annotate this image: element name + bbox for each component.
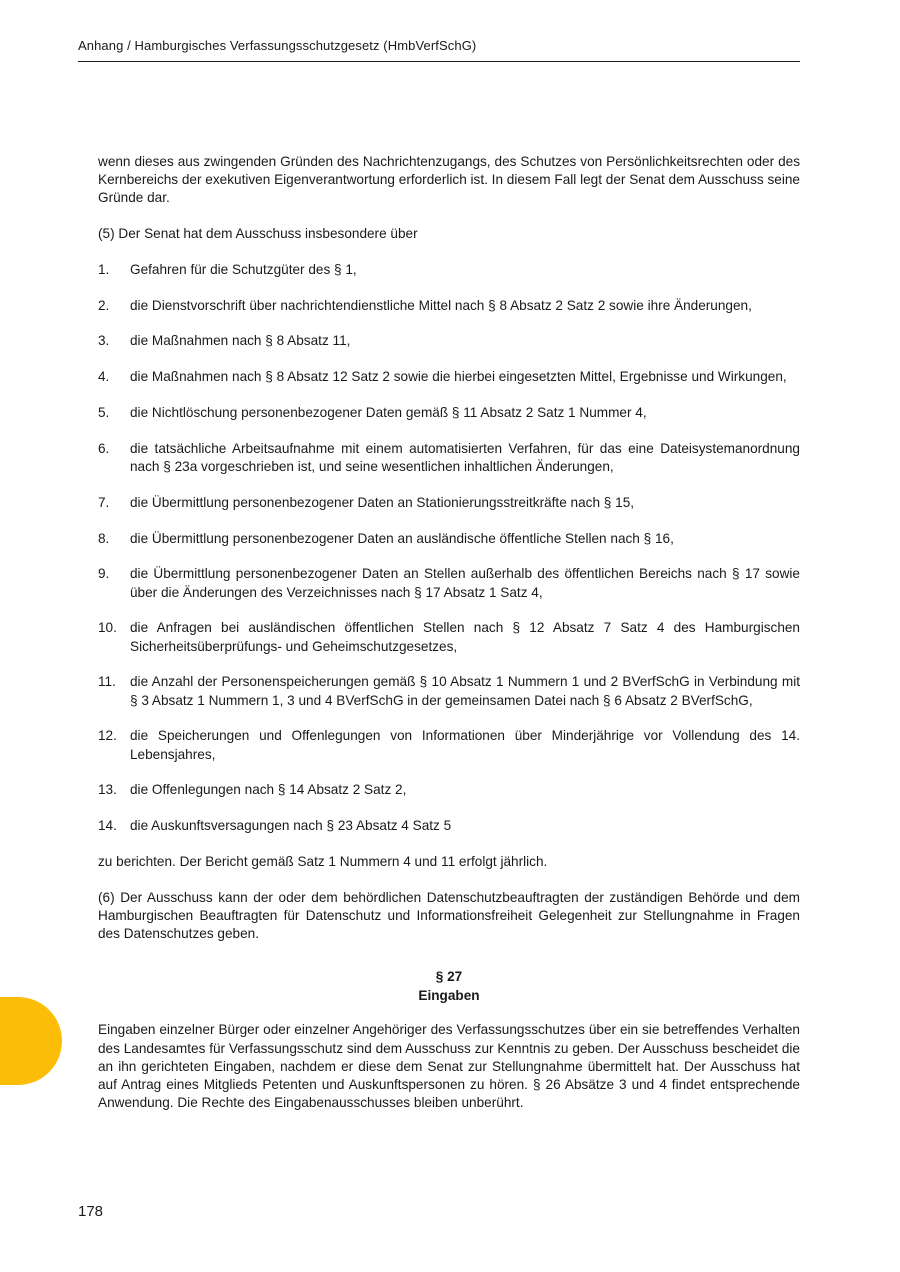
list-item-text: die Auskunftsversagungen nach § 23 Absatz 4 Satz 5 (130, 818, 452, 834)
section-number: § 27 (435, 969, 463, 985)
list-item-text: die Maßnahmen nach § 8 Absatz 11, (130, 333, 351, 349)
list-item-text: die Speicherungen und Offenlegungen von Informationen über Minderjährige vor Vollendung des 14. Lebensjahres, (130, 728, 800, 762)
list-item (98, 404, 800, 422)
list-item-text: die Maßnahmen nach § 8 Absatz 12 Satz 2 sowie die hierbei eingesetzten Mittel, Ergebnisse und Wirkungen, (130, 369, 787, 385)
list-item-text: die Nichtlöschung personenbezogener Daten gemäß § 11 Absatz 2 Satz 1 Nummer 4, (130, 405, 647, 420)
list-item (98, 619, 800, 655)
list-item (98, 368, 800, 386)
list-item (98, 817, 800, 835)
section-title: Eingaben (418, 988, 480, 1004)
section-heading (98, 967, 800, 1005)
list-item-number: 3. (98, 333, 110, 349)
report-items-list (98, 261, 800, 836)
list-item-number: 10. (98, 620, 117, 636)
list-item-number: 4. (98, 369, 110, 385)
section-paragraph: Eingaben einzelner Bürger oder einzelner Angehöriger des Verfassungsschutzes über ein sie betreffendes Verhalten des Landesamtes für Verfassungsschutz sind dem Ausschuss zur Kenntnis zu geben. Der Ausschuss bescheidet die an ihn gerichteten Eingaben, nachdem er diese dem Senat zur Stellungnahme übermittelt hat. Der Ausschuss hat auf Antrag eines Mitglieds Petenten und Auskunftspersonen zu hören. § 26 Absätze 3 und 4 findet entsprechende Anwendung. Die Rechte des Eingabenausschusses bleiben unberührt. (98, 1022, 800, 1111)
report-sentence: zu berichten. Der Bericht gemäß Satz 1 Nummern 4 und 11 erfolgt jährlich. (98, 853, 548, 869)
list-item-number: 12. (98, 728, 117, 744)
list-item-number: 11. (98, 674, 116, 690)
list-item-text: die Anfragen bei ausländischen öffentlichen Stellen nach § 12 Absatz 7 Satz 4 des Hamburgischen Sicherheitsüberprüfungs- und Geheimschutzgesetzes, (130, 620, 800, 654)
list-item-text: die Übermittlung personenbezogener Daten an Stationierungsstreitkräfte nach § 15, (130, 494, 635, 510)
list-item-text: die Anzahl der Personenspeicherungen gemäß § 10 Absatz 1 Nummern 1 und 2 BVerfSchG in Verbindung mit § 3 Absatz 1 Nummern 1, 3 und 4 BVerfSchG in der gemeinsamen Datei nach § 6 Absatz 2 BVerfSchG, (130, 674, 800, 708)
paragraph-5-intro: (5) Der Senat hat dem Ausschuss insbesondere über (98, 226, 418, 242)
list-item (98, 261, 800, 279)
intro-paragraph: wenn dieses aus zwingenden Gründen des Nachrichtenzugangs, des Schutzes von Persönlichkeitsrechten oder des Kernbereichs der exekutiven Eigenverantwortung erforderlich ist. In diesem Fall legt der Senat dem Ausschuss seine Gründe dar. (98, 154, 800, 206)
list-item-number: 13. (98, 782, 117, 798)
list-item-text: die tatsächliche Arbeitsaufnahme mit einem automatisierten Verfahren, für das eine Dateisystemanordnung nach § 23a vorgeschrieben ist, und seine wesentlichen inhaltlichen Änderungen, (130, 440, 800, 474)
list-item (98, 565, 800, 601)
list-item (98, 332, 800, 350)
list-item-number: 7. (98, 494, 110, 510)
list-item-text: die Übermittlung personenbezogener Daten an ausländische öffentliche Stellen nach § 16, (130, 530, 674, 546)
list-item-number: 14. (98, 818, 117, 834)
page-number: 178 (78, 1203, 104, 1220)
list-item-number: 6. (98, 440, 110, 456)
list-item (98, 494, 800, 512)
list-item-number: 1. (98, 261, 110, 277)
list-item (98, 530, 800, 548)
document-body (98, 153, 800, 1130)
list-item-text: die Übermittlung personenbezogener Daten an Stellen außerhalb des öffentlichen Bereichs nach § 17 sowie über die Änderungen des Verzeichnisses nach § 17 Absatz 1 Satz 4, (130, 566, 800, 600)
list-item (98, 673, 800, 709)
list-item-number: 9. (98, 566, 110, 582)
header-divider (78, 61, 800, 62)
chapter-tab-marker (0, 997, 62, 1085)
list-item (98, 727, 800, 763)
list-item (98, 781, 800, 799)
list-item-text: die Offenlegungen nach § 14 Absatz 2 Satz 2, (130, 782, 407, 798)
paragraph-6: (6) Der Ausschuss kann der oder dem behördlichen Datenschutzbeauftragten der zuständigen Behörde und dem Hamburgischen Beauftragten für Datenschutz und Informationsfreiheit Gelegenheit zur Stellungnahme in Fragen des Datenschutzes geben. (98, 889, 800, 942)
list-item-number: 8. (98, 530, 110, 546)
list-item-number: 2. (98, 297, 110, 313)
running-header: Anhang / Hamburgisches Verfassungsschutzgesetz (HmbVerfSchG) (78, 38, 477, 53)
list-item-text: Gefahren für die Schutzgüter des § 1, (130, 261, 357, 277)
list-item-number: 5. (98, 405, 110, 420)
list-item (98, 297, 800, 315)
list-item (98, 440, 800, 476)
list-item-text: die Dienstvorschrift über nachrichtendienstliche Mittel nach § 8 Absatz 2 Satz 2 sowie ihre Änderungen, (130, 297, 752, 313)
